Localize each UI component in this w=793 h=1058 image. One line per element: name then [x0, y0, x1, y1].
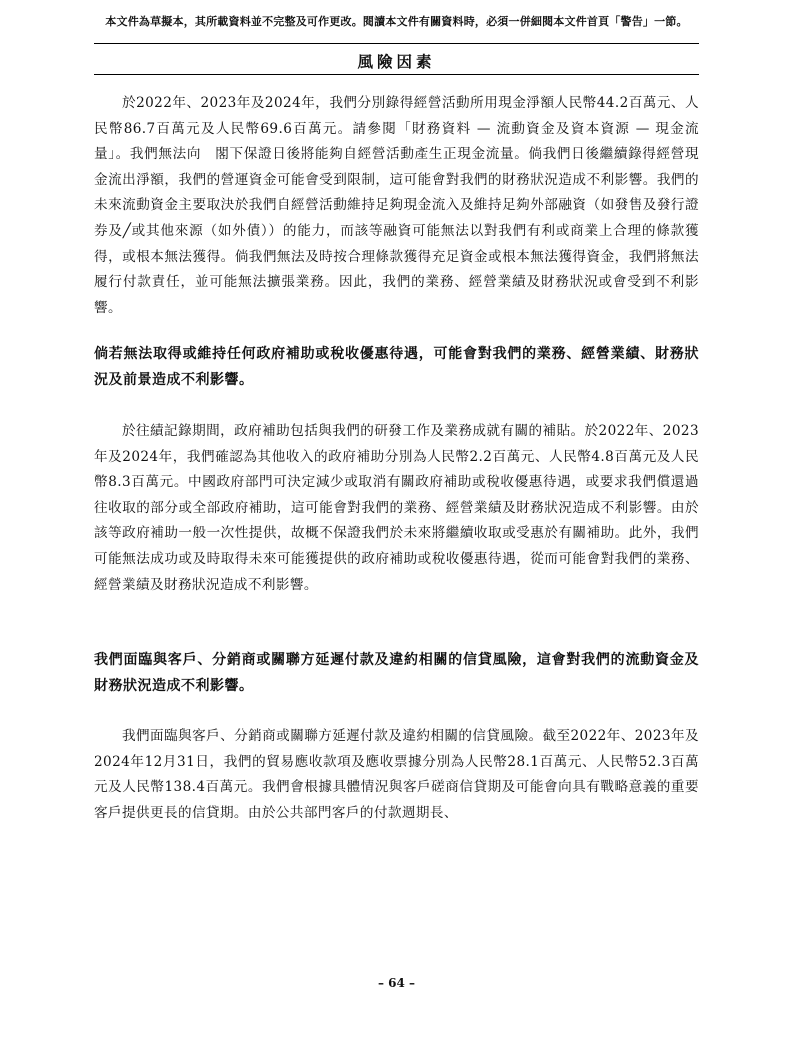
draft-disclaimer: 本文件為草擬本，其所載資料並不完整及可作更改。閱讀本文件有關資料時，必須一併細閱本文件首頁「警告」一節。 [105, 15, 688, 28]
risk-heading-government-grants: 倘若無法取得或維持任何政府補助或稅收優惠待遇，可能會對我們的業務、經營業績、財務狀況及前景造成不利影響。 [94, 346, 699, 388]
section-title: 風險因素 [357, 52, 436, 71]
paragraph-operating-cash-flow: 於2022年、2023年及2024年，我們分別錄得經營活動所用現金淨額人民幣44.2百萬元、人民幣86.7百萬元及人民幣69.6百萬元。請參閱「財務資料 — 流動資金及資本資源 — 現金流量」。我們無法向 閣下保證日後將能夠自經營活動產生正現金流量。倘我們日後繼續錄得經營現金流出淨額，我們的營運資金可能會受到限制，這可能會對我們的財務狀況造成不利影響。我們的未來流動資金主要取決於我們自經營活動維持足夠現金流入及維持足夠外部融資（如發售及發行證券及╱或其他來源（如外債））的能力，而該等融資可能無法以對我們有利或商業上合理的條款獲得，或根本無法獲得。倘我們無法及時按合理條款獲得充足資金或根本無法獲得資金，我們將無法履行付款責任，並可能無法擴張業務。因此，我們的業務、經營業績及財務狀況或會受到不利影響。 [94, 95, 699, 316]
header-rule [94, 43, 699, 44]
paragraph-credit-risk: 我們面臨與客戶、分銷商或關聯方延遲付款及違約相關的信貸風險。截至2022年、2023年及2024年12月31日，我們的貿易應收款項及應收票據分別為人民幣28.1百萬元、人民幣52.3百萬元及人民幣138.4百萬元。我們會根據具體情況與客戶磋商信貸期及可能會向具有戰略意義的重要客戶提供更長的信貸期。由於公共部門客戶的付款週期長、 [94, 728, 699, 821]
title-rule [94, 74, 699, 75]
paragraph-government-grants: 於往績記錄期間，政府補助包括與我們的研發工作及業務成就有關的補貼。於2022年、2023年及2024年，我們確認為其他收入的政府補助分別為人民幣2.2百萬元、人民幣4.8百萬元及人民幣8.3百萬元。中國政府部門可決定減少或取消有關政府補助或稅收優惠待遇，或要求我們償還過往收取的部分或全部政府補助，這可能會對我們的業務、經營業績及財務狀況造成不利影響。由於該等政府補助一般一次性提供，故概不保證我們於未來將繼續收取或受惠於有關補助。此外，我們可能無法成功或及時取得未來可能獲提供的政府補助或稅收優惠待遇，從而可能會對我們的業務、經營業績及財務狀況造成不利影響。 [94, 423, 699, 593]
risk-heading-credit-risk: 我們面臨與客戶、分銷商或關聯方延遲付款及違約相關的信貸風險，這會對我們的流動資金及財務狀況造成不利影響。 [94, 652, 699, 694]
page-number: – 64 – [377, 976, 416, 990]
